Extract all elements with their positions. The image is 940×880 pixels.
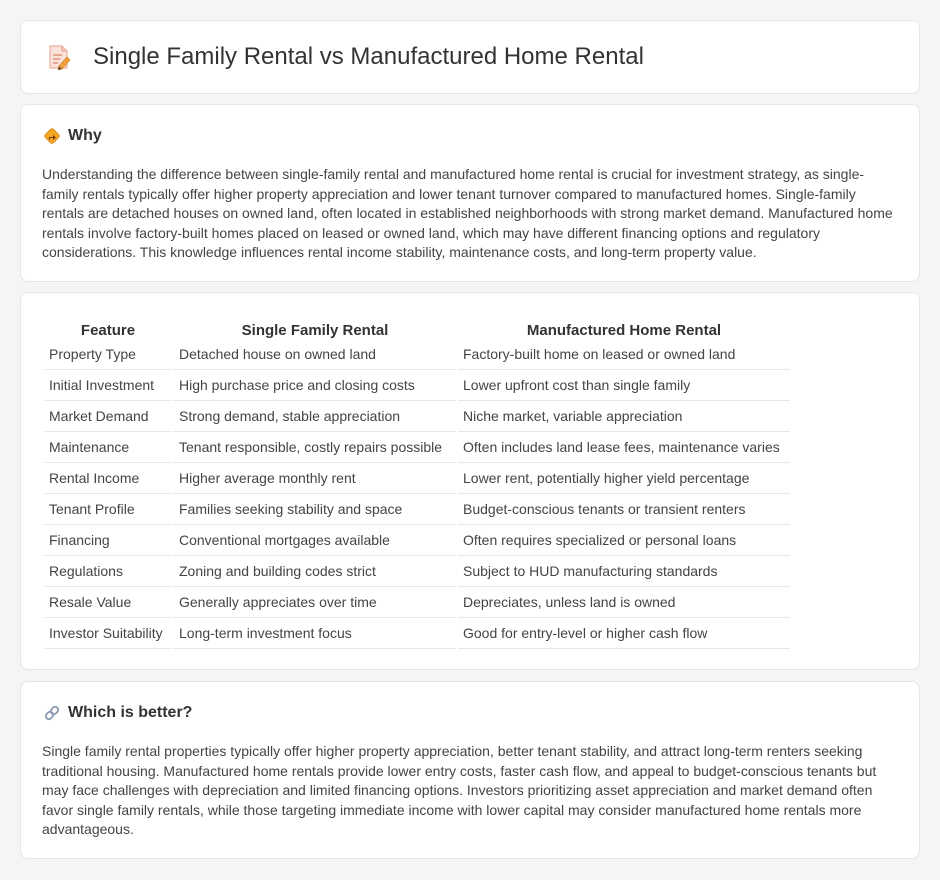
single-family-cell: Tenant responsible, costly repairs possible	[174, 432, 456, 463]
feature-cell: Property Type	[44, 339, 172, 370]
table-row	[44, 494, 790, 525]
document-pencil-icon	[47, 44, 71, 70]
table-row	[44, 463, 790, 494]
header-manufactured: Manufactured Home Rental	[526, 322, 722, 339]
header-single-family: Single Family Rental	[241, 322, 389, 339]
table-row	[44, 370, 790, 401]
single-family-cell: Detached house on owned land	[174, 339, 456, 370]
feature-cell: Initial Investment	[44, 370, 172, 401]
single-family-cell: Higher average monthly rent	[174, 463, 456, 494]
header-feature: Feature	[80, 322, 136, 339]
which-is-better-heading: Which is better?	[68, 704, 193, 721]
table-row	[44, 525, 790, 556]
why-heading: Why	[68, 127, 102, 144]
manufactured-cell: Good for entry-level or higher cash flow	[458, 618, 790, 649]
manufactured-cell: Budget-conscious tenants or transient renters	[458, 494, 790, 525]
table-row	[44, 556, 790, 587]
feature-cell: Rental Income	[44, 463, 172, 494]
table-row	[44, 432, 790, 463]
comparison-section	[20, 292, 920, 670]
feature-cell: Maintenance	[44, 432, 172, 463]
manufactured-cell: Subject to HUD manufacturing standards	[458, 556, 790, 587]
single-family-cell: Families seeking stability and space	[174, 494, 456, 525]
table-row	[44, 401, 790, 432]
feature-cell: Financing	[44, 525, 172, 556]
single-family-cell: Zoning and building codes strict	[174, 556, 456, 587]
feature-cell: Regulations	[44, 556, 172, 587]
table-header-row	[44, 315, 790, 339]
table-row	[44, 587, 790, 618]
manufactured-cell: Often includes land lease fees, maintenance varies	[458, 432, 790, 463]
link-icon	[43, 704, 61, 722]
single-family-cell: High purchase price and closing costs	[174, 370, 456, 401]
table-row	[44, 618, 790, 649]
manufactured-cell: Depreciates, unless land is owned	[458, 587, 790, 618]
feature-cell: Investor Suitability	[44, 618, 172, 649]
feature-cell: Resale Value	[44, 587, 172, 618]
single-family-cell: Generally appreciates over time	[174, 587, 456, 618]
why-section	[20, 104, 920, 282]
feature-cell: Tenant Profile	[44, 494, 172, 525]
why-text: Understanding the difference between single-family rental and manufactured home rental is crucial for investment strategy, as single-family rentals typically offer higher property appreciation and lower tenant turnover compared to manufactured homes. Single-family rentals are detached houses on owned land, often located in established neighborhoods with strong market demand. Manufactured home rentals involve factory-built homes placed on leased or owned land, which may have different financing options and regulatory considerations. This knowledge influences rental income stability, maintenance costs, and long-term property value.	[42, 166, 893, 260]
manufactured-cell: Often requires specialized or personal loans	[458, 525, 790, 556]
table-row	[44, 339, 790, 370]
manufactured-cell: Lower upfront cost than single family	[458, 370, 790, 401]
page-title: Single Family Rental vs Manufactured Home Rental	[93, 43, 644, 70]
single-family-cell: Conventional mortgages available	[174, 525, 456, 556]
road-sign-icon	[43, 127, 61, 145]
manufactured-cell: Lower rent, potentially higher yield percentage	[458, 463, 790, 494]
manufactured-cell: Factory-built home on leased or owned land	[458, 339, 790, 370]
single-family-cell: Long-term investment focus	[174, 618, 456, 649]
feature-cell: Market Demand	[44, 401, 172, 432]
header-card	[20, 20, 920, 94]
which-is-better-section	[20, 681, 920, 859]
which-is-better-text: Single family rental properties typically offer higher property appreciation, better tenant stability, and attract long-term renters seeking traditional housing. Manufactured home rentals provide lower entry costs, faster cash flow, and appeal to budget-conscious tenants but may face challenges with depreciation and limited financing options. Investors prioritizing asset appreciation and market demand often favor single family rentals, while those targeting immediate income with lower capital may consider manufactured home rentals more advantageous.	[42, 743, 877, 837]
manufactured-cell: Niche market, variable appreciation	[458, 401, 790, 432]
single-family-cell: Strong demand, stable appreciation	[174, 401, 456, 432]
comparison-table	[42, 315, 792, 649]
